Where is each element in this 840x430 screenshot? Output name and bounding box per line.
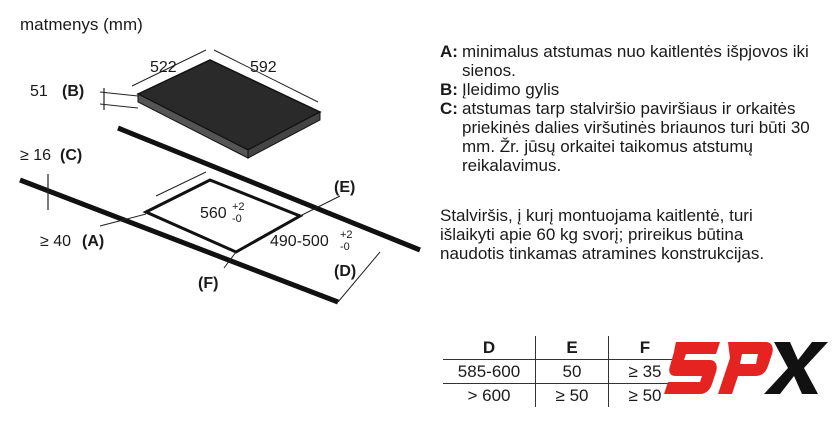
table-row — [443, 360, 681, 384]
table-cell: 50 — [536, 360, 609, 384]
note-c-key: C: — [440, 99, 458, 118]
label-e: (E) — [334, 179, 356, 196]
logo-letter-x — [764, 342, 828, 394]
dim-522-label: 522 — [150, 59, 177, 76]
units-title: matmenys (mm) — [20, 15, 143, 34]
dim-490-tolerance-down: -0 — [340, 241, 350, 253]
dim-40-label: ≥ 40 — [40, 233, 72, 250]
dim-560-tolerance-up: +2 — [232, 201, 245, 213]
spx-logo — [662, 338, 830, 400]
note-a-key: A: — [440, 42, 458, 61]
table-header-f: F — [609, 336, 682, 360]
note-b — [440, 80, 835, 99]
dim-b-line-top — [100, 92, 138, 96]
distance-table — [443, 336, 681, 407]
table-header-row — [443, 336, 681, 360]
note-a — [440, 42, 835, 80]
table-cell: > 600 — [443, 384, 536, 408]
dim-490-label: 490-500 — [270, 233, 329, 250]
note-c-text: atstumas tarp stalviršio paviršiaus ir orkaitės priekinės dalies viršutinės briaunos turi būti 30 mm. Žr. jūsų orkaitei taikomus atstumų reikalavimus. — [462, 99, 810, 175]
dim-c-label: (C) — [60, 147, 83, 164]
note-a-text: minimalus atstumas nuo kaitlentės išpjovos iki sienos. — [462, 42, 809, 80]
dim-a-label: (A) — [82, 233, 105, 250]
dim-592-label: 592 — [250, 59, 277, 76]
table-cell: ≥ 50 — [628, 385, 662, 405]
dim-560-label: 560 — [200, 205, 227, 222]
cutout-depth-line — [156, 172, 206, 196]
dim-b-label: (B) — [62, 83, 85, 100]
label-d: (D) — [334, 263, 357, 280]
worktop-load-note: Stalviršis, į kurį montuojama kaitlentė, turi išlaikyti apie 60 kg svorį; prireikus būtina naudotis tinkamas atramines konstrukcijas. — [440, 206, 765, 263]
dim-51-label: 51 — [30, 83, 48, 100]
logo-letter-p — [718, 342, 773, 394]
table-row — [443, 384, 681, 408]
notes-list — [440, 42, 835, 175]
dim-490-tolerance-up: +2 — [340, 229, 353, 241]
label-f: (F) — [198, 275, 219, 292]
table-cell: 585-600 — [443, 360, 536, 384]
table-cell: ≥ 50 — [536, 384, 609, 408]
logo-text: SPX — [662, 338, 665, 339]
note-c — [440, 99, 835, 175]
dim-b-line-bottom — [100, 104, 138, 108]
note-b-key: B: — [440, 80, 458, 99]
dim-560-tolerance-down: -0 — [232, 213, 242, 225]
note-b-text: Įleidimo gylis — [462, 80, 560, 99]
table-header-d: D — [443, 336, 536, 360]
logo-letter-s — [664, 342, 720, 394]
dim-16-label: ≥ 16 — [20, 147, 52, 164]
table-header-e: E — [536, 336, 609, 360]
table-cell: ≥ 35 — [609, 360, 682, 384]
